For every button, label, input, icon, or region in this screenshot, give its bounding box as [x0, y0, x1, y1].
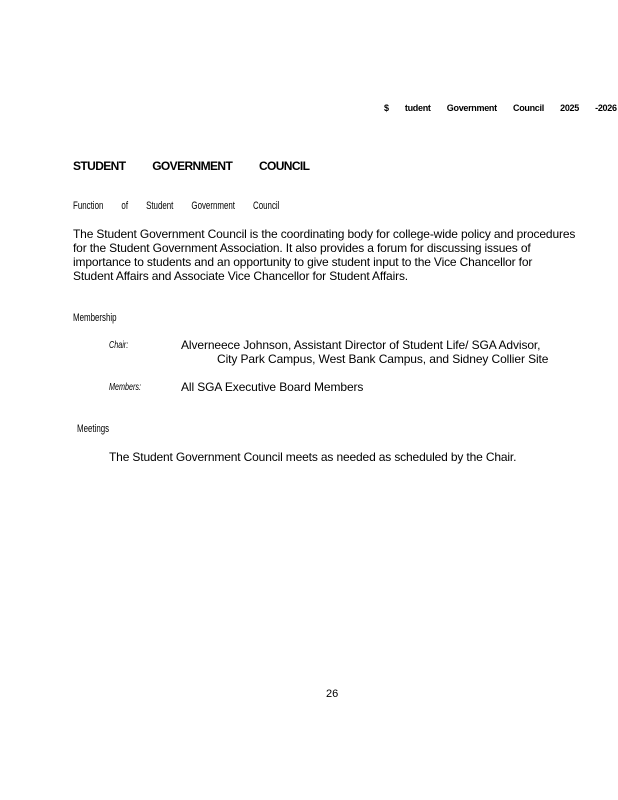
function-line: The Student Government Council is the coordinating body for college-wide policy and procedures — [73, 227, 576, 241]
page-title: STUDENT GOVERNMENT COUNCIL — [73, 159, 310, 173]
page-number: 26 — [326, 688, 339, 700]
running-header: $ tudent Government Council 2025 -2026 — [384, 103, 617, 113]
function-heading: Function of Student Government Council — [73, 200, 280, 212]
chair-value: Alverneece Johnson, Assistant Director of Student Life/ SGA Advisor, — [181, 338, 541, 352]
members-value: All SGA Executive Board Members — [181, 380, 364, 394]
members-label: Members: — [109, 382, 142, 393]
function-line: importance to students and an opportunity to give student input to the Vice Chancellor for — [73, 255, 533, 269]
function-paragraph — [73, 227, 603, 283]
meetings-heading: Meetings — [77, 423, 110, 435]
function-line: for the Student Government Association. It also provides a forum for discussing issues of — [73, 241, 531, 255]
meetings-text: The Student Government Council meets as needed as scheduled by the Chair. — [109, 450, 517, 464]
function-line: Student Affairs and Associate Vice Chancellor for Student Affairs. — [73, 269, 408, 283]
membership-heading: Membership — [73, 312, 117, 324]
chair-label: Chair: — [109, 340, 129, 351]
chair-value-continued: City Park Campus, West Bank Campus, and Sidney Collier Site — [217, 352, 549, 366]
